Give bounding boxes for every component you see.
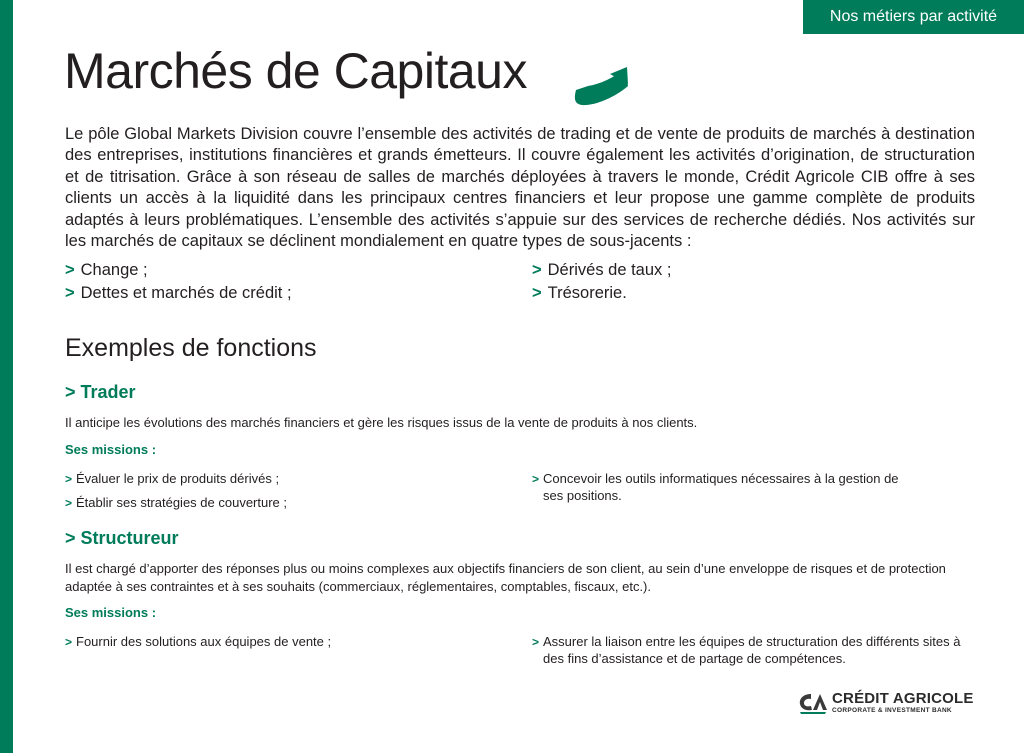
trader-missions-left — [65, 470, 505, 518]
intro-paragraph: Le pôle Global Markets Division couvre l’ensemble des activités de trading et de vente de produits de marchés à destination des entreprises, institutions financières et grands émetteurs. Il couvre également les activités d’origination, de structuration et de titrisation. Grâce à son réseau de salles de marchés déployées à travers le monde, Crédit Agricole CIB offre à ses clients un accès à la liquidité dans les principaux centres financiers et leur propose une gamme complète de produits adaptés à leurs problématiques. L’ensemble des activités s’appuie sur des services de recherche dédiés. Nos activités sur les marchés de capitaux se déclinent mondialement en quatre types de sous-jacents : — [65, 125, 975, 251]
chevron-right-icon: > — [532, 635, 540, 649]
list-item: > Fournir des solutions aux équipes de vente ; — [65, 634, 332, 649]
chevron-right-icon: > — [65, 261, 75, 279]
asset-classes-left — [65, 259, 505, 305]
credit-agricole-logo — [798, 690, 988, 716]
chevron-right-icon: > — [65, 635, 73, 649]
trader-missions-right — [532, 470, 912, 510]
list-item: > Change ; — [65, 259, 505, 282]
list-item: > Évaluer le prix de produits dérivés ; — [65, 471, 280, 486]
list-item: > Dérivés de taux ; — [532, 259, 972, 282]
missions-label-trader: Ses missions : — [65, 442, 157, 457]
structureur-missions-right — [532, 633, 977, 673]
list-item: > Trésorerie. — [532, 282, 972, 305]
brand-stroke-icon — [570, 64, 630, 108]
chevron-right-icon: > — [532, 261, 542, 279]
page-title: Marchés de Capitaux — [64, 43, 527, 99]
logo-subtitle: CORPORATE & INVESTMENT BANK — [832, 707, 952, 715]
asset-classes-right — [532, 259, 972, 305]
structureur-missions-left — [65, 633, 505, 657]
logo-name: CRÉDIT AGRICOLE — [832, 690, 974, 708]
role-description-trader: Il anticipe les évolutions des marchés financiers et gère les risques issus de la vente de produits à nos clients. — [65, 415, 698, 430]
examples-heading: Exemples de fonctions — [65, 334, 317, 362]
role-title-structureur: > Structureur — [65, 528, 179, 548]
list-item: > Dettes et marchés de crédit ; — [65, 282, 505, 305]
list-item: > Concevoir les outils informatiques nécessaires à la gestion de ses positions. — [532, 471, 899, 503]
role-title-trader: > Trader — [65, 382, 136, 402]
list-item: > Assurer la liaison entre les équipes de structuration des différents sites à des fins d’assistance et de partage de compétences. — [532, 634, 961, 666]
missions-label-structureur: Ses missions : — [65, 605, 157, 620]
section-tab-label: Nos métiers par activité — [829, 8, 998, 25]
chevron-right-icon: > — [65, 472, 73, 486]
chevron-right-icon: > — [65, 284, 75, 302]
credit-agricole-logo-icon — [798, 691, 828, 715]
list-item: > Établir ses stratégies de couverture ; — [65, 495, 288, 510]
role-description-structureur: Il est chargé d’apporter des réponses plus ou moins complexes aux objectifs financiers de son client, au sein d’une enveloppe de risques et de protection adaptée à ses contraintes et à ses souhaits (commerciaux, réglementaires, comptables, fiscaux, etc.). — [65, 561, 946, 594]
left-accent-bar — [0, 0, 13, 753]
chevron-right-icon: > — [65, 496, 73, 510]
chevron-right-icon: > — [532, 472, 540, 486]
chevron-right-icon: > — [532, 284, 542, 302]
section-tab — [803, 0, 1024, 34]
